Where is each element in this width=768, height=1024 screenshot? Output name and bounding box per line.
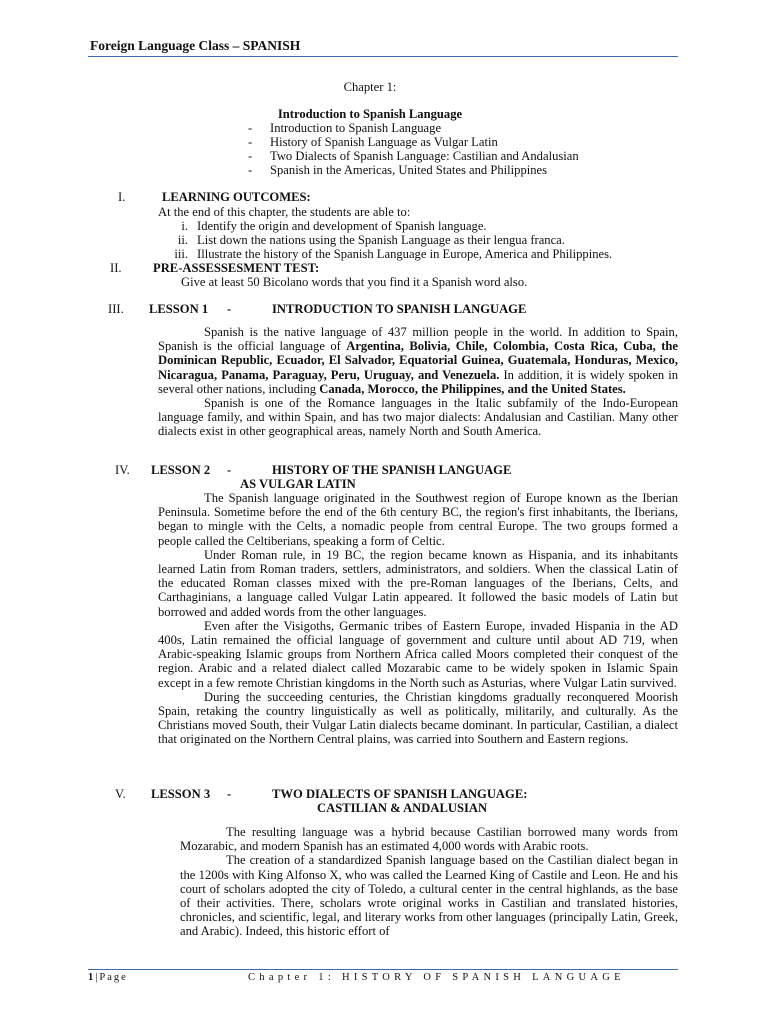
list-item: Illustrate the history of the Spanish Language in Europe, America and Philippines.	[197, 247, 613, 261]
paragraph: The Spanish language originated in the Southwest region of Europe known as the Iberian Peninsula. Sometime before the end of the 6th century BC, the region's first inhabitants, the Iberians, began to mingle with the Celts, a nomadic people from central Europe. The two groups formed a people called the Celtiberians, speaking a form of Celtic.	[158, 491, 678, 548]
lesson3-body	[180, 825, 678, 939]
paragraph: During the succeeding centuries, the Christian kingdoms gradually reconquered Moorish Spain, retaking the country linguistically as well as politically, militarily, and culturally. As the Christians moved South, their Vulgar Latin dialects became dominant. In particular, Castilian, a dialect that originated on the Northern Central plains, was carried into Southern and Eastern regions.	[158, 689, 678, 747]
page-number: 1|Page	[88, 972, 128, 983]
chapter-label: Chapter 1:	[343, 80, 397, 94]
page-footer	[88, 972, 678, 983]
header-rule	[88, 56, 678, 57]
topic-item: - History of Spanish Language as Vulgar Latin	[248, 135, 498, 149]
section-number: I.	[118, 190, 126, 204]
list-item: List down the nations using the Spanish Language as their lengua franca.	[197, 233, 565, 247]
section-title: PRE-ASSESSESMENT TEST:	[153, 261, 320, 275]
lesson-label: LESSON 3	[151, 787, 211, 801]
list-marker: i.	[181, 219, 188, 233]
lesson-dash: -	[227, 787, 232, 801]
section-title: LEARNING OUTCOMES:	[162, 190, 311, 204]
footer-rule	[88, 969, 678, 970]
list-marker: ii.	[177, 233, 188, 247]
section-number: IV.	[115, 463, 130, 477]
paragraph: Even after the Visigoths, Germanic tribes of Eastern Europe, invaded Hispania in the AD 400s, Latin remained the official language of government and culture until about AD 719, when Arabic-speaking Islamic groups from Northern Africa called Moors completed their conquest of the region. Arabic and a related dialect called Mozarabic came to be widely spoken in Islamic Spain except in a few remote Christian kingdoms in the North such as Asturias, where Vulgar Latin survived.	[158, 618, 678, 690]
lesson-title-line2: AS VULGAR LATIN	[240, 477, 356, 491]
lesson-title-line2: CASTILIAN & ANDALUSIAN	[317, 801, 488, 815]
paragraph: Spanish is one of the Romance languages in the Italic subfamily of the Indo-European language family, and within Spain, and has two major dialects: Andalusian and Castilian. Many other dialects exist in other geographical areas, namely North and South America.	[158, 396, 678, 439]
list-marker: iii.	[174, 247, 188, 261]
list-item: Identify the origin and development of Spanish language.	[197, 219, 487, 233]
paragraph: Under Roman rule, in 19 BC, the region became known as Hispania, and its inhabitants learned Latin from Roman traders, settlers, administrators, and soldiers. When the classical Latin of the educated Roman classes mixed with the pre-Roman languages of the Iberians, Celts, and Carthaginians, a language called Vulgar Latin appeared. It followed the basic models of Latin but borrowed and added words from the other languages.	[158, 547, 678, 619]
lesson-label: LESSON 2	[151, 463, 211, 477]
lesson2-body	[158, 491, 678, 747]
lesson-title: INTRODUCTION TO SPANISH LANGUAGE	[272, 302, 527, 316]
section-number: II.	[110, 261, 122, 275]
section-number: III.	[108, 302, 124, 316]
lesson1-body	[158, 325, 678, 439]
lesson-title: HISTORY OF THE SPANISH LANGUAGE	[272, 463, 512, 477]
section-number: V.	[115, 787, 126, 801]
paragraph: The resulting language was a hybrid because Castilian borrowed many words from Mozarabic, and modern Spanish has an estimated 4,000 words with Arabic roots.	[180, 825, 678, 854]
paragraph: The creation of a standardized Spanish language based on the Castilian dialect began in the 1200s with King Alfonso X, who was called the Learned King of Castile and Leon. He and his court of scholars adopted the city of Toledo, a cultural center in the central highlands, as the base of their activities. There, scholars wrote original works in Castilian and translated histories, chronicles, and scientific, legal, and literary works from other languages (principally Latin, Greek, and Arabic). Indeed, this historic effort of	[180, 853, 678, 939]
document-header: Foreign Language Class – SPANISH	[90, 38, 301, 53]
topic-item: - Introduction to Spanish Language	[248, 121, 442, 135]
lesson-dash: -	[227, 463, 232, 477]
lesson-label: LESSON 1	[149, 302, 209, 316]
chapter-title: Introduction to Spanish Language	[277, 107, 463, 121]
section-intro: At the end of this chapter, the students are able to:	[158, 205, 411, 219]
footer-chapter: Chapter 1: HISTORY OF SPANISH LANGUAGE	[248, 972, 625, 983]
lesson-dash: -	[227, 302, 232, 316]
topic-item: - Two Dialects of Spanish Language: Castilian and Andalusian	[248, 149, 579, 163]
section-text: Give at least 50 Bicolano words that you find it a Spanish word also.	[181, 275, 528, 289]
topic-item: - Spanish in the Americas, United States and Philippines	[248, 163, 548, 177]
lesson-title: TWO DIALECTS OF SPANISH LANGUAGE:	[272, 787, 528, 801]
paragraph: Spanish is the native language of 437 million people in the world. In addition to Spain, Spanish is the official language of Argentina, Bolivia, Chile, Colombia, Costa Rica, Cuba, the Dominican Republic, Ecuador, El Salvador, Equatorial Guinea, Guatemala, Honduras, Mexico, Nicaragua, Panama, Paraguay, Peru, Uruguay, and Venezuela. In addition, it is widely spoken in several other nations, including Canada, Morocco, the Philippines, and the United States.	[158, 325, 678, 396]
